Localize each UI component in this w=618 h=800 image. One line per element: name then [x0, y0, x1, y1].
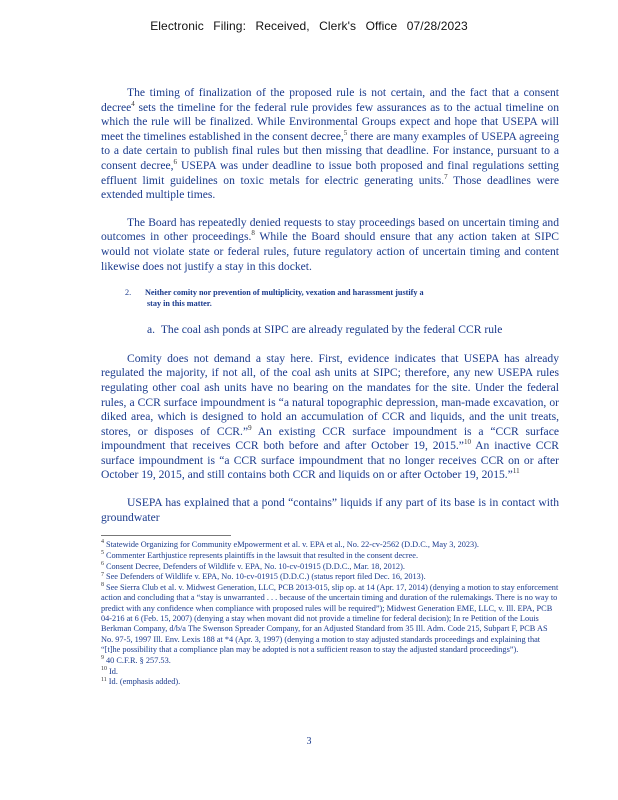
- section-number: 2.: [125, 288, 132, 298]
- footnote-ref-6[interactable]: 6: [173, 158, 178, 167]
- footnote: $^5$ Commenter Earthjustice represents plaintiffs in the lawsuit that resulted in the consent decree.: [101, 550, 419, 560]
- footnote: $^{10}$ Id.: [101, 665, 118, 676]
- footnote-divider: [101, 535, 231, 536]
- footnote-ref-11[interactable]: 11: [512, 467, 520, 476]
- section-heading-2: [101, 287, 559, 309]
- paragraph-rule-timing: The timing of finalization of the proposed rule is not certain, and the fact that a consent decree$^4$ sets the timeline for the federal rule provides few assurances as to the actual timeline on which the rule will be finalized. While Environmental Groups expect and hope that USEPA will meet the timelines established in the consent decree,$^5$ there are many examples of USEPA agreeing to a date certain to publish final rules but then missing that deadline. For instance, pursuant to a consent decree,$^6$ USEPA was under deadline to issue both proposed and final regulations setting effluent limit guidelines on toxic metals for electric generating units.$^7$ Those deadlines were extended multiple times.: [101, 86, 559, 202]
- page-number: 3: [306, 736, 312, 747]
- footnote-ref-5[interactable]: 5: [343, 128, 348, 137]
- paragraph-comity: Comity does not demand a stay here. First, evidence indicates that USEPA has already regulated the majority, if not all, of the coal ash units at SIPC; therefore, any new USEPA rules regulating other coal ash units have no bearing on the mandates for the site. Under the federal rules, a CCR surface impoundment is “a natural topographic depression, man-made excavation, or diked area, which is designed to hold an accumulation of CCR and liquids, and the unit treats, stores, or disposes of CCR.”$^9$ An existing CCR surface impoundment is a “CCR surface impoundment that receives CCR both before and after October 19, 2015.”$^{10}$ An inactive CCR surface impoundment is “a CCR surface impoundment that no longer receives CCR on or after October 19, 2015, and still contains both CCR and liquids on or after October 19, 2015.”$^{11}$: [101, 351, 559, 482]
- footnote: $^6$ Consent Decree, Defenders of Wildlife v. EPA, No. 10-cv-01915 (D.D.C., Mar. 18, 2012).: [101, 560, 405, 571]
- footnote: $^7$ See Defenders of Wildlife v. EPA, No. 10-cv-01915 (D.D.C.) (status report filed Dec. 16, 2013).: [101, 571, 426, 582]
- footnote: $^8$ See Sierra Club et al. v. Midwest Generation, LLC, PCB 2013-015, slip op. at 14 (Apr. 17, 2014) (denying a motion to stay enforcement action and concluding that a “stay is unwarranted . . . because of the uncertain timing and duration of the rulemakings. There is no way to predict with any confidence when compliance with proposed rules will be required”); Midwest Generation EME, LLC, v. Ill. EPA, PCB 04-216 at 6 (Feb. 15, 2007) (denying a stay when movant did not provide a timeline for federal decision); In re Petition of the Louis Berkman Company, d/b/a The Swenson Spreader Company, for an Adjusted Standard from 35 Ill. Adm. Code 215, Subpart F, PCB AS No. 97-5, 1997 Ill. Env. Lexis 188 at *4 (Apr. 3, 1997) (denying a motion to stay adjusted standards proceedings and explaining that “[t]he possibility that a compliance plan may be adopted is not a sufficient reason to stay the adjusted standard proceedings”).: [101, 582, 559, 654]
- body-text: [101, 86, 559, 538]
- footnote-ref-10[interactable]: 10: [463, 438, 471, 447]
- footnote-ref-8[interactable]: 8: [251, 229, 255, 238]
- paragraph-board-denied: The Board has repeatedly denied requests to stay proceedings based on uncertain timing and outcomes in other proceedings.$^8$ While the Board should ensure that any action taken at SIPC would not violate state or federal rules, future regulatory action of uncertain timing and content likewise does not justify a stay in this docket.: [101, 215, 559, 273]
- subsection-heading-a: [101, 323, 559, 338]
- subsection-title: The coal ash ponds at SIPC are already regulated by the federal CCR rule: [160, 323, 503, 337]
- subsection-letter: a.: [147, 323, 156, 337]
- footnote: $^9$ 40 C.F.R. § 257.53.: [101, 655, 171, 665]
- filing-stamp-header: Electronic Filing: Received, Clerk's Office 07/28/2023: [150, 19, 468, 33]
- section-heading-line1: Neither comity nor prevention of multiplicity, vexation and harassment justify a: [145, 288, 424, 298]
- footnote-ref-7[interactable]: 7: [444, 172, 448, 181]
- footnote: $^4$ Statewide Organizing for Community eMpowerment et al. v. EPA et al., No. 22-cv-2562 (D.D.C., May 3, 2023).: [101, 539, 479, 549]
- footnotes: [101, 540, 559, 688]
- footnote: $^{11}$ Id. (emphasis added).: [101, 676, 181, 687]
- paragraph-usepa-explained: USEPA has explained that a pond “contains” liquids if any part of its base is in contact with groundwater: [101, 496, 559, 524]
- footnote-ref-4[interactable]: 4: [131, 99, 135, 108]
- footnote-ref-9[interactable]: 9: [248, 423, 252, 432]
- section-heading-line2: stay in this matter.: [147, 299, 212, 309]
